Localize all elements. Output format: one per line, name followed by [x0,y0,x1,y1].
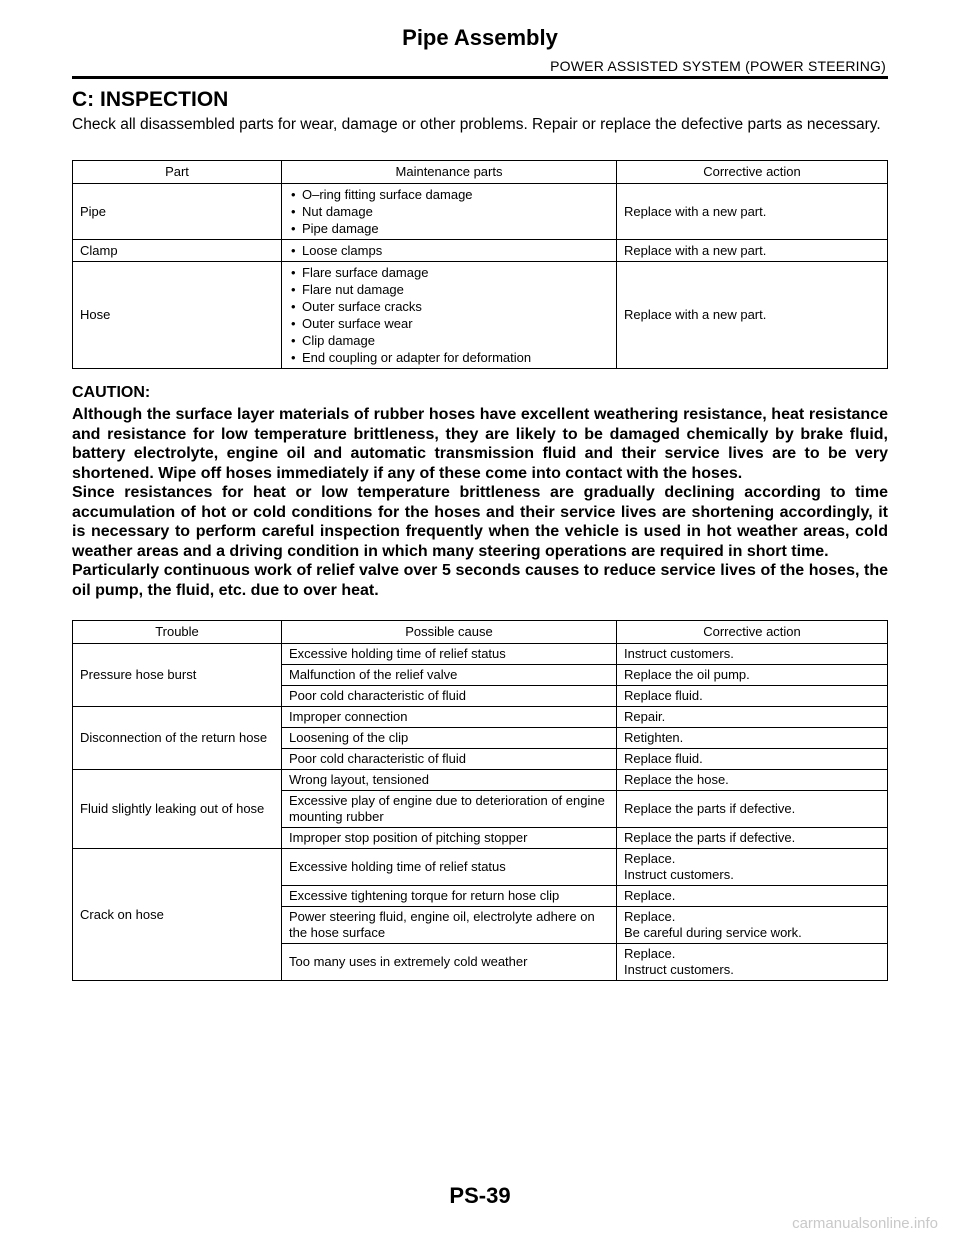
possible-cause-cell: Loosening of the clip [282,728,617,749]
intro-paragraph: Check all disassembled parts for wear, damage or other problems. Repair or replace the defective parts as necessary. [72,116,881,133]
bullet-icon: • [291,221,296,236]
bullet-icon: • [291,316,296,331]
list-item-text: Flare nut damage [302,282,404,297]
corrective-action-cell: Replace with a new part. [617,240,888,262]
maintenance-parts-cell [282,240,617,262]
maintenance-parts-cell [282,184,617,240]
list-item-text: Outer surface wear [302,316,413,331]
part-cell: Pipe [73,184,282,240]
table-header-row [73,161,888,184]
corrective-action-cell: Retighten. [617,728,888,749]
part-cell: Clamp [73,240,282,262]
bullet-icon: • [291,265,296,280]
table-row [73,770,888,791]
list-item-text: O–ring fitting surface damage [302,187,473,202]
table-row [73,849,888,886]
possible-cause-cell: Excessive holding time of relief status [282,644,617,665]
corrective-action-cell: Replace with a new part. [617,184,888,240]
table-row [73,184,888,240]
possible-cause-cell: Malfunction of the relief valve [282,665,617,686]
list-item-text: End coupling or adapter for deformation [302,350,532,365]
corrective-action-cell: Replace with a new part. [617,262,888,369]
possible-cause-cell: Improper stop position of pitching stopper [282,828,617,849]
possible-cause-cell: Power steering fluid, engine oil, electrolyte adhere on the hose surface [282,907,617,944]
list-item-text: Clip damage [302,333,375,348]
header-corrective-action: Corrective action [617,161,888,184]
bullet-list [289,242,609,259]
list-item-text: Nut damage [302,204,373,219]
caution-label: CAUTION: [72,384,151,401]
list-item [289,264,609,281]
bullet-list [289,186,609,237]
trouble-cell: Disconnection of the return hose [73,707,282,770]
page-number: PS-39 [449,1183,511,1208]
corrective-action-cell: Replace fluid. [617,686,888,707]
list-item [289,186,609,203]
troubleshooting-table [72,620,888,981]
trouble-cell: Crack on hose [73,849,282,981]
maintenance-parts-cell [282,262,617,369]
possible-cause-cell: Excessive tightening torque for return hose clip [282,886,617,907]
table-header-row [73,621,888,644]
bullet-icon: • [291,350,296,365]
corrective-action-cell: Instruct customers. [617,644,888,665]
part-cell: Hose [73,262,282,369]
trouble-cell: Fluid slightly leaking out of hose [73,770,282,849]
header-maintenance-parts: Maintenance parts [282,161,617,184]
header-part: Part [73,161,282,184]
list-item [289,349,609,366]
corrective-action-cell: Replace. Be careful during service work. [617,907,888,944]
corrective-action-cell: Replace. Instruct customers. [617,849,888,886]
corrective-action-cell: Replace the oil pump. [617,665,888,686]
bullet-icon: • [291,282,296,297]
list-item [289,242,609,259]
list-item [289,203,609,220]
bullet-list [289,264,609,366]
possible-cause-cell: Excessive play of engine due to deterioration of engine mounting rubber [282,791,617,828]
corrective-action-cell: Repair. [617,707,888,728]
list-item [289,281,609,298]
list-item [289,332,609,349]
possible-cause-cell: Excessive holding time of relief status [282,849,617,886]
table-row [73,240,888,262]
trouble-cell: Pressure hose burst [73,644,282,707]
bullet-icon: • [291,243,296,258]
possible-cause-cell: Poor cold characteristic of fluid [282,749,617,770]
bullet-icon: • [291,187,296,202]
table-row [73,262,888,369]
table-row [73,707,888,728]
table-row [73,644,888,665]
caution-paragraph: Particularly continuous work of relief valve over 5 seconds causes to reduce service lives of the hoses, the oil pump, the fluid, etc. due to over heat. [72,562,888,599]
bullet-icon: • [291,299,296,314]
possible-cause-cell: Too many uses in extremely cold weather [282,944,617,981]
corrective-action-cell: Replace fluid. [617,749,888,770]
caution-paragraph: Although the surface layer materials of rubber hoses have excellent weathering resistance, heat resistance and resistance for low temperature brittleness, they are likely to be damaged chemically by brake fluid, battery electrolyte, engine oil and automatic transmission fluid and their service lives are to be very shortened. Wipe off hoses immediately if any of these come into contact with the hoses. [72,406,888,482]
possible-cause-cell: Improper connection [282,707,617,728]
header-trouble: Trouble [73,621,282,644]
list-item [289,315,609,332]
section-subtitle: POWER ASSISTED SYSTEM (POWER STEERING) [550,58,886,74]
caution-text [72,405,888,600]
watermark: carmanualsonline.info [792,1215,938,1232]
caution-paragraph: Since resistances for heat or low temperature brittleness are gradually declining according to time accumulation of hot or cold conditions for the hoses and their service lives are shortening accordingly, it is necessary to perform careful inspection frequently when the vehicle is used in hot weather areas, cold weather areas and a driving condition in which many steering operations are required in short time. [72,484,888,560]
header-corrective-action: Corrective action [617,621,888,644]
section-heading: C: INSPECTION [72,88,229,111]
list-item-text: Pipe damage [302,221,379,236]
list-item-text: Flare surface damage [302,265,429,280]
list-item-text: Loose clamps [302,243,383,258]
header-divider [72,76,888,79]
list-item [289,298,609,315]
corrective-action-cell: Replace the parts if defective. [617,828,888,849]
bullet-icon: • [291,204,296,219]
header-possible-cause: Possible cause [282,621,617,644]
bullet-icon: • [291,333,296,348]
corrective-action-cell: Replace. Instruct customers. [617,944,888,981]
corrective-action-cell: Replace the hose. [617,770,888,791]
list-item-text: Outer surface cracks [302,299,422,314]
corrective-action-cell: Replace. [617,886,888,907]
possible-cause-cell: Wrong layout, tensioned [282,770,617,791]
list-item [289,220,609,237]
inspection-parts-table [72,160,888,369]
page-title: Pipe Assembly [402,25,558,50]
possible-cause-cell: Poor cold characteristic of fluid [282,686,617,707]
corrective-action-cell: Replace the parts if defective. [617,791,888,828]
